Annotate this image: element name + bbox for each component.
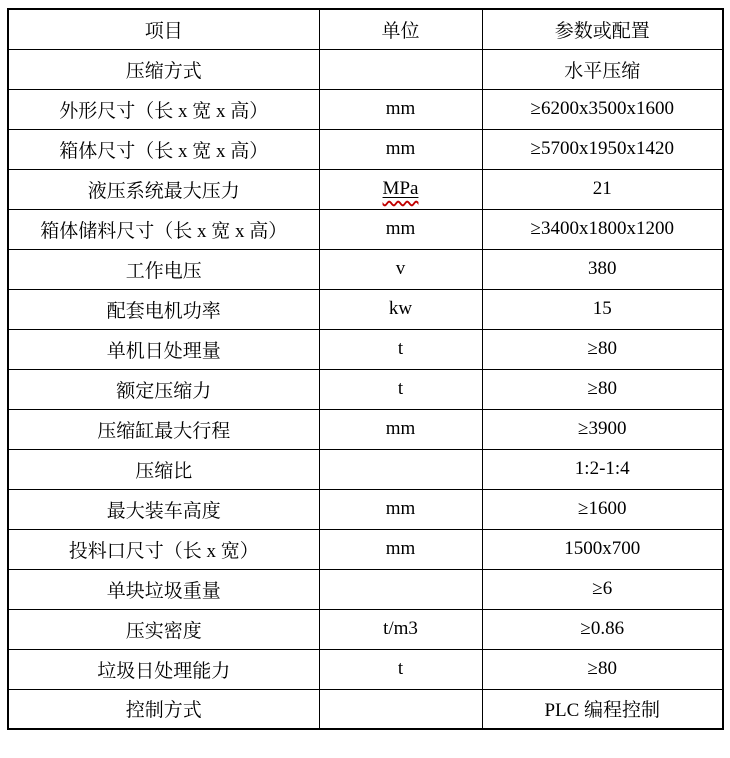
table-row <box>8 449 723 489</box>
value-cell: ≥80 <box>482 649 723 689</box>
item-cell: 箱体储料尺寸（长 x 宽 x 高） <box>8 209 319 249</box>
table-row <box>8 129 723 169</box>
column-header-unit: 单位 <box>319 9 482 49</box>
table-row <box>8 49 723 89</box>
value-cell: ≥80 <box>482 369 723 409</box>
unit-cell: t/m3 <box>319 609 482 649</box>
unit-cell: mm <box>319 209 482 249</box>
unit-cell: t <box>319 369 482 409</box>
item-cell: 压缩方式 <box>8 49 319 89</box>
item-cell: 液压系统最大压力 <box>8 169 319 209</box>
unit-cell: kw <box>319 289 482 329</box>
value-cell: 15 <box>482 289 723 329</box>
table-row <box>8 329 723 369</box>
spellcheck-underline <box>383 178 419 200</box>
item-cell: 垃圾日处理能力 <box>8 649 319 689</box>
item-cell: 工作电压 <box>8 249 319 289</box>
item-cell: 压实密度 <box>8 609 319 649</box>
unit-cell: t <box>319 329 482 369</box>
item-cell: 投料口尺寸（长 x 宽） <box>8 529 319 569</box>
table-row <box>8 369 723 409</box>
unit-cell <box>319 49 482 89</box>
table-row <box>8 569 723 609</box>
item-cell: 外形尺寸（长 x 宽 x 高） <box>8 89 319 129</box>
table-row <box>8 249 723 289</box>
value-cell: ≥1600 <box>482 489 723 529</box>
table-header-row <box>8 9 723 49</box>
value-cell: ≥5700x1950x1420 <box>482 129 723 169</box>
table-row <box>8 489 723 529</box>
value-cell: ≥6200x3500x1600 <box>482 89 723 129</box>
unit-cell: mm <box>319 489 482 529</box>
unit-cell: t <box>319 649 482 689</box>
unit-cell: mm <box>319 129 482 169</box>
item-cell: 最大装车高度 <box>8 489 319 529</box>
unit-cell <box>319 169 482 209</box>
item-cell: 压缩缸最大行程 <box>8 409 319 449</box>
unit-cell: mm <box>319 89 482 129</box>
item-cell: 单块垃圾重量 <box>8 569 319 609</box>
table-row <box>8 649 723 689</box>
item-cell: 压缩比 <box>8 449 319 489</box>
value-cell: ≥3900 <box>482 409 723 449</box>
value-cell: 21 <box>482 169 723 209</box>
table-row <box>8 529 723 569</box>
value-cell: 水平压缩 <box>482 49 723 89</box>
column-header-value: 参数或配置 <box>482 9 723 49</box>
table-row <box>8 409 723 449</box>
value-cell: ≥3400x1800x1200 <box>482 209 723 249</box>
unit-cell: v <box>319 249 482 289</box>
item-cell: 配套电机功率 <box>8 289 319 329</box>
value-cell: 1:2-1:4 <box>482 449 723 489</box>
unit-cell: mm <box>319 529 482 569</box>
value-cell: ≥0.86 <box>482 609 723 649</box>
table-row <box>8 209 723 249</box>
item-cell: 控制方式 <box>8 689 319 729</box>
value-cell: ≥6 <box>482 569 723 609</box>
spec-table-body <box>8 49 723 729</box>
unit-cell: mm <box>319 409 482 449</box>
table-row <box>8 689 723 729</box>
item-cell: 箱体尺寸（长 x 宽 x 高） <box>8 129 319 169</box>
value-cell: 1500x700 <box>482 529 723 569</box>
table-row <box>8 609 723 649</box>
table-row <box>8 289 723 329</box>
unit-cell <box>319 689 482 729</box>
item-cell: 单机日处理量 <box>8 329 319 369</box>
value-cell: ≥80 <box>482 329 723 369</box>
unit-cell <box>319 449 482 489</box>
unit-text: MPa <box>382 178 419 199</box>
table-row <box>8 89 723 129</box>
value-cell: PLC 编程控制 <box>482 689 723 729</box>
table-row <box>8 169 723 209</box>
spec-table <box>7 8 724 730</box>
item-cell: 额定压缩力 <box>8 369 319 409</box>
unit-cell <box>319 569 482 609</box>
column-header-item: 项目 <box>8 9 319 49</box>
value-cell: 380 <box>482 249 723 289</box>
